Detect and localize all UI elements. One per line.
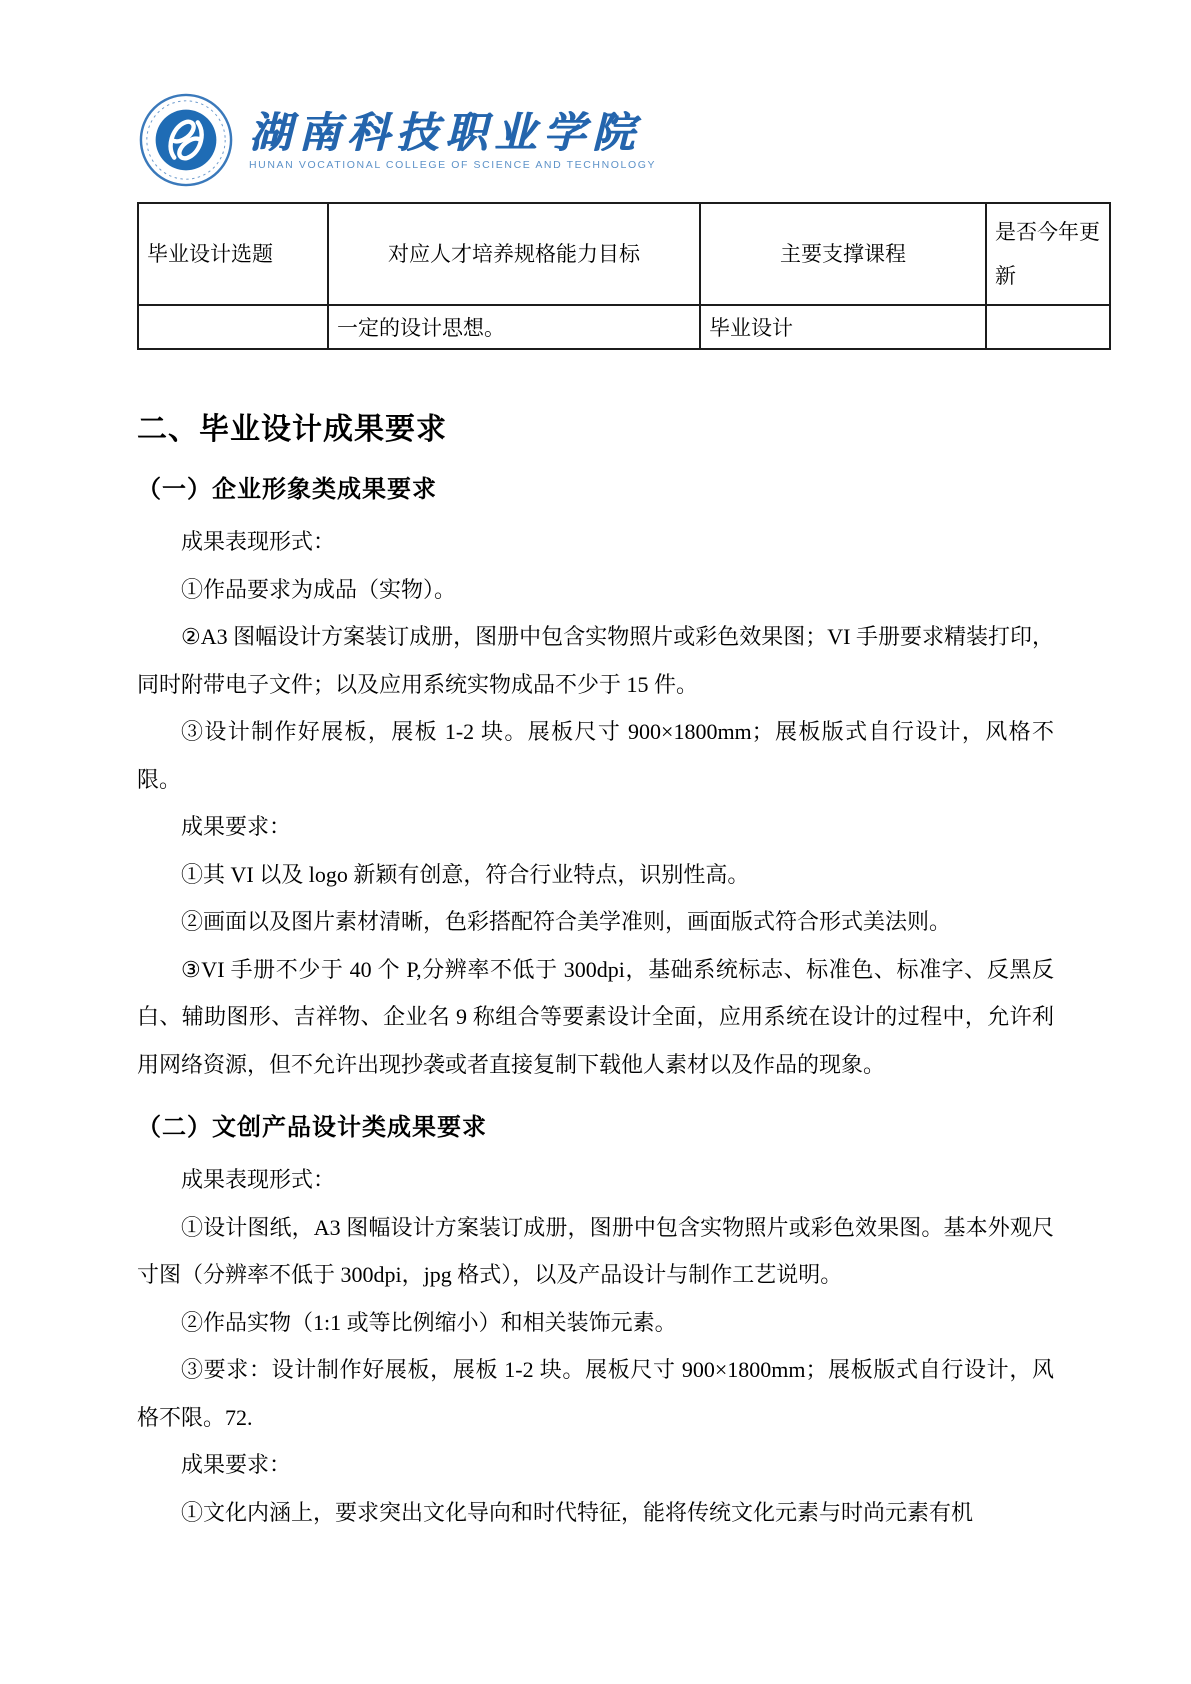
- cell-goal: 一定的设计思想。: [328, 305, 700, 349]
- subsection-body-1: [137, 518, 1054, 1088]
- subsection-title-1: （一）企业形象类成果要求: [137, 475, 437, 503]
- table-header-row: [138, 203, 1110, 305]
- paragraph: ②画面以及图片素材清晰，色彩搭配符合美学准则，画面版式符合形式美法则。: [181, 909, 952, 934]
- cell-course: 毕业设计: [700, 305, 986, 349]
- college-emblem-icon: [137, 92, 235, 188]
- paragraph: 成果表现形式：: [181, 529, 336, 554]
- subsection-title-2: （二）文创产品设计类成果要求: [137, 1113, 487, 1141]
- college-name-english: HUNAN VOCATIONAL COLLEGE OF SCIENCE AND TECHNOLOGY: [249, 158, 657, 171]
- header-cell-course: 主要支撑课程: [700, 203, 986, 305]
- header-cell-updated: 是否今年更新: [986, 203, 1110, 305]
- section-heading: 二、毕业设计成果要求: [137, 412, 447, 447]
- paragraph: 成果要求：: [181, 1452, 292, 1477]
- paragraph: ①文化内涵上，要求突出文化导向和时代特征，能将传统文化元素与时尚元素有机: [181, 1499, 974, 1525]
- college-logo: [137, 92, 1054, 188]
- subsection-body-2: [137, 1156, 1054, 1536]
- header-cell-topic: 毕业设计选题: [138, 203, 328, 305]
- paragraph: ①其 VI 以及 logo 新颖有创意，符合行业特点，识别性高。: [181, 861, 750, 887]
- paragraph: ③VI 手册不少于 40 个 P,分辨率不低于 300dpi，基础系统标志、标准色、标准字、反黑反白、辅助图形、吉祥物、企业名 9 称组合等要素设计全面，应用系统在设计的过程中，允许利用网络资源，但不允许出现抄袭或者直接复制下载他人素材以及作品的现象。: [137, 956, 1054, 1077]
- paragraph: 成果表现形式：: [181, 1167, 336, 1192]
- topic-table: [137, 202, 1111, 350]
- paragraph: ①设计图纸，A3 图幅设计方案装订成册，图册中包含实物照片或彩色效果图。基本外观尺寸图（分辨率不低于 300dpi，jpg 格式），以及产品设计与制作工艺说明。: [137, 1214, 1054, 1287]
- cell-topic: [138, 305, 328, 349]
- paragraph: ③要求：设计制作好展板，展板 1-2 块。展板尺寸 900×1800mm；展板版式自行设计，风格不限。72.: [137, 1357, 1054, 1430]
- paragraph: ②A3 图幅设计方案装订成册，图册中包含实物照片或彩色效果图；VI 手册要求精装打印，同时附带电子文件；以及应用系统实物成品不少于 15 件。: [137, 624, 1054, 697]
- paragraph: 成果要求：: [181, 814, 292, 839]
- paragraph: ②作品实物（1:1 或等比例缩小）和相关装饰元素。: [181, 1309, 677, 1335]
- cell-updated: [986, 305, 1110, 349]
- college-logo-text: [249, 107, 657, 171]
- header-cell-goal: 对应人才培养规格能力目标: [328, 203, 700, 305]
- paragraph: ③设计制作好展板，展板 1-2 块。展板尺寸 900×1800mm；展板版式自行设计，风格不限。: [137, 719, 1054, 792]
- paragraph: ①作品要求为成品（实物）。: [181, 576, 457, 602]
- table-row: [138, 305, 1110, 349]
- college-name-chinese: 湖南科技职业学院: [249, 107, 642, 157]
